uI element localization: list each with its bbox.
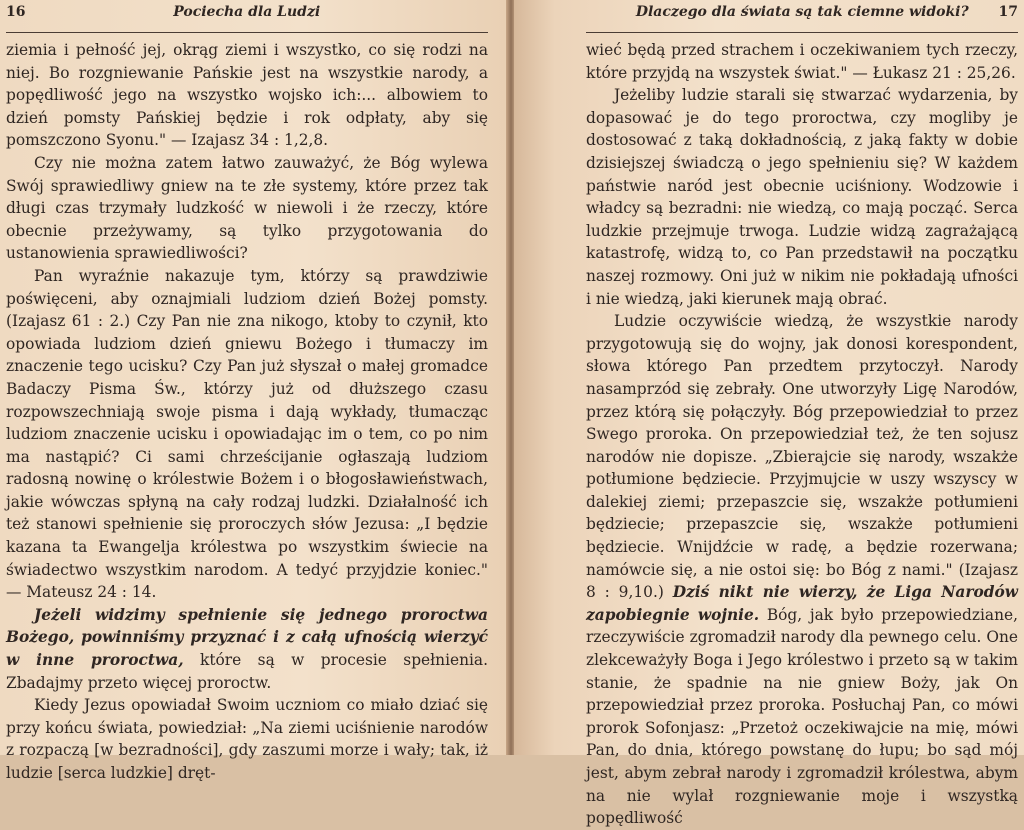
paragraph: Jeżeliby ludzie starali się stwarzać wydarzenia, by dopasować je do tego proroctwa, czy mogliby je dostosować z taką dokładnością, z jaką fakty w dobie dzisiejszej świadczą o jego spełnieniu się? W każdem państwie naród jest obecnie uciśniony. Wodzowie i władcy są bezradni: nie wiedzą, co mają począć. Serca ludzkie przejmuje trwoga. Ludzie widzą zagrażającą katastrofę, widzą to, co Pan przedstawił na początku naszej rozmowy. Oni już w nikim nie pokładają ufności i nie wiedzą, jaki kierunek mają obrać. xyxy=(586,86,1018,308)
emphasis-text: Jeżeli widzimy spełnienie się jednego proroctwa Bożego, powinniśmy przyznać i z całą ufnością wierzyć w inne proroctwa, xyxy=(6,605,488,670)
paragraph-text: Ludzie oczywiście wiedzą, że wszystkie narody przygotowują się do wojny, jak donosi korespondent, słowa którego Pan przedtem przytoczył. Narody nasamprzód się zebrały. One utworzyły Ligę Narodów, przez którą się połączyły. Bóg przepowiedział to przez Swego proroka. On przepowiedział też, że ten sojusz narodów nie dopisze. „Zbierajcie się narody, wszakże potłumione będziecie. Przyjmujcie w uszy wszyscy w dalekiej ziemi; przepaszcie się, wszakże potłumieni będziecie; przepaszcie się, wszakże potłumieni będziecie. Wnijdźcie w radę, a będzie rozerwana; namówcie się, a nie ostoi się: bo Bóg z nami." (Izajasz 8 : 9,10.) xyxy=(586,312,1018,602)
page-number: 17 xyxy=(998,4,1018,20)
header-rule xyxy=(6,32,488,33)
paragraph: Kiedy Jezus opowiadał Swoim uczniom co miało dziać się przy końcu świata, powiedział: „Na ziemi uciśnienie narodów z rozpaczą [w bezradności], gdy zaszumi morze i wały; tak, iż ludzie [serca ludzkie] dręt- xyxy=(6,696,488,782)
left-page xyxy=(0,0,508,782)
paragraph: Pan wyraźnie nakazuje tym, którzy są prawdziwie poświęceni, aby oznajmiali ludziom dzień Bożej pomsty. (Izajasz 61 : 2.) Czy Pan nie zna nikogo, ktoby to czynił, kto opowiada ludziom dzień gniewu Bożego i tłumaczy im znaczenie tego ucisku? Czy Pan już słyszał o małej gromadce Badaczy Pisma Św., którzy już od dłuższego czasu rozpowszechniają swoje pisma i dają wykłady, tłumacząc ludziom znaczenie ucisku i opowiadając im o tem, co po nim ma nastąpić? Ci sami chrześcijanie ogłaszają ludziom radosną nowinę o królestwie Bożem i o błogosławieństwach, jakie wówczas spłyną na cały rodzaj ludzki. Działalność ich też stanowi spełnienie się proroczych słów Jezusa: „I będzie kazana ta Ewangelja królestwa po wszystkim świecie na świadectwo wszystkim narodom. A tedyć przyjdzie koniec." — Mateusz 24 : 14. xyxy=(6,266,488,602)
right-page-body xyxy=(586,39,1018,830)
running-title: Dlaczego dla świata są tak ciemne widoki? xyxy=(635,4,969,20)
header-rule xyxy=(586,32,1018,33)
page-number: 16 xyxy=(6,4,26,20)
paragraph-text: które są w procesie spełnienia. Zbadajmy przeto więcej proroctw. xyxy=(6,651,488,692)
paragraph: Czy nie można zatem łatwo zauważyć, że Bóg wylewa Swój sprawiedliwy gniew na te złe systemy, które przez tak długi czas trzymały ludzkość w niewoli i że rzeczy, które obecnie przeżywamy, są tylko przygotowania do ustanowienia sprawiedliwości? xyxy=(6,153,488,263)
right-page xyxy=(514,0,1024,828)
left-page-body xyxy=(6,39,488,785)
paragraph: wieć będą przed strachem i oczekiwaniem tych rzeczy, które przyjdą na wszystek świat." — Łukasz 21 : 25,26. xyxy=(586,41,1018,82)
right-page-header xyxy=(586,4,1018,30)
paragraph xyxy=(6,604,488,694)
left-page-header xyxy=(6,4,488,30)
emphasis-text: Dziś nikt nie wierzy, że Liga Narodów zapobiegnie wojnie. xyxy=(586,583,1018,624)
paragraph xyxy=(586,310,1018,830)
paragraph-text: Bóg, jak było przepowiedziane, rzeczywiście zgromadził narody dla pewnego celu. One zlekceważyły Boga i Jego królestwo i przeto są w takim stanie, że spadnie na nie gniew Boży, jak On przepowiedział przez proroka. Posłuchaj Pan, co mówi prorok Sofonjasz: „Przetoż oczekiwajcie na mię, mówi Pan, do dnia, którego powstanę do łupu; bo sąd mój jest, abym zebrał narody i zgromadził królestwa, abym na nie wylał rozgniewanie moje i wszystką popędliwość xyxy=(586,605,1019,828)
running-title: Pociecha dla Ludzi xyxy=(173,4,321,20)
paragraph: ziemia i pełność jej, okrąg ziemi i wszystko, co się rodzi na niej. Bo rozgniewanie Pańskie jest na wszystkie narody, a popędliwość jego na wszystko wojsko ich:... albowiem to dzień pomsty Pańskiej będzie i rok odpłaty, aby się pomszczono Syonu." — Izajasz 34 : 1,2,8. xyxy=(6,41,488,150)
